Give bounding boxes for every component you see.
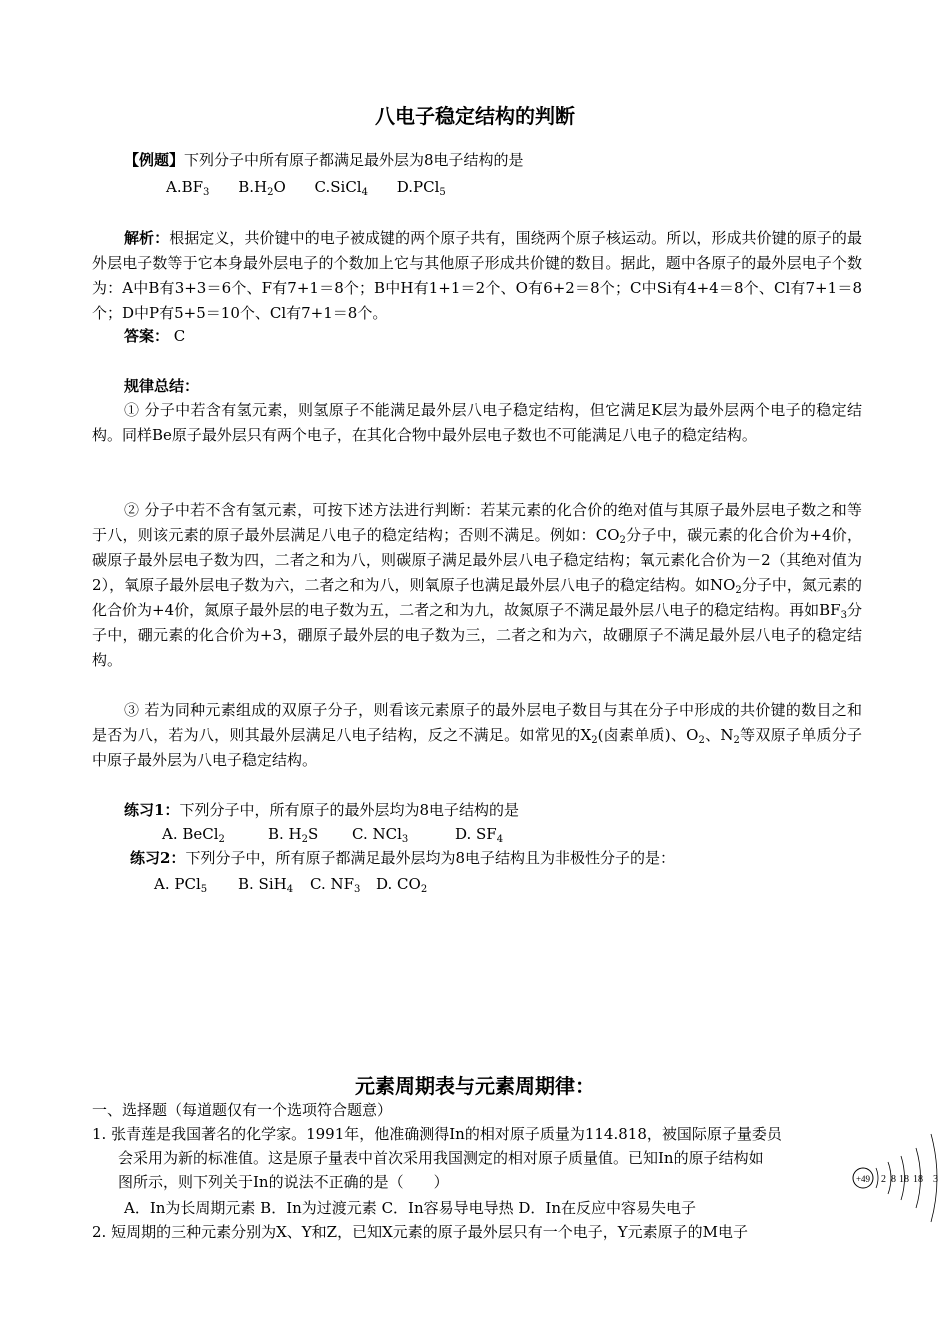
- option-a: A. BeCl$_2$: [162, 825, 225, 845]
- question-1-line-3: 图所示，则下列关于In的说法不正确的是（ ）: [118, 1173, 449, 1191]
- option-a: A. PCl$_5$: [154, 875, 208, 895]
- shell-4-count: 18: [913, 1174, 923, 1185]
- answer-label: 答案：: [124, 327, 170, 345]
- option-c: C. NCl$_3$: [352, 825, 409, 845]
- question-1-line-1: 1. 张青莲是我国著名的化学家。1991年，他准确测得In的相对原子质量为114.818，被国际原子量委员: [92, 1125, 782, 1143]
- rules-label: 规律总结：: [124, 377, 200, 395]
- exercise-2-question: 练习2：下列分子中，所有原子都满足最外层均为8电子结构且为非极性分子的是：: [130, 849, 675, 867]
- section-heading: 一、选择题（每道题仅有一个选项符合题意）: [92, 1101, 393, 1119]
- example-options: [166, 175, 470, 200]
- question-1-line-2: 会采用为新的标准值。这是原子量表中首次采用我国测定的相对原子质量值。已知In的原子结构如: [118, 1149, 764, 1167]
- option-b: $B.H_2O$: [238, 178, 286, 198]
- shell-5-count: 3: [933, 1174, 938, 1185]
- option-a: $A.BF_3$: [166, 178, 210, 198]
- exercise-1-label: 练习1：: [124, 801, 180, 819]
- analysis-label: 解析：: [124, 229, 170, 247]
- rule-1: ① 分子中若含有氢元素，则氢原子不能满足最外层八电子稳定结构，但它满足K层为最外层两个电子的稳定结构。同样Be原子最外层只有两个电子，在其化合物中最外层电子数也不可能满足八电子的稳定结构。: [92, 401, 862, 444]
- answer-line: [124, 324, 185, 349]
- shell-1-count: 2: [881, 1174, 886, 1185]
- page-title: 八电子稳定结构的判断: [375, 104, 575, 128]
- answer-value: C: [173, 327, 186, 345]
- option-b: B. $H_2S$: [268, 825, 319, 845]
- example-label: 【例题】: [124, 151, 185, 169]
- shell-2-count: 8: [891, 1174, 896, 1185]
- option-d: D.PCl$_5$: [396, 178, 446, 198]
- section-title: 元素周期表与元素周期律：: [355, 1074, 595, 1098]
- rule-3: ③ 若为同种元素组成的双原子分子，则看该元素原子的最外层电子数目与其在分子中形成的共价键的数目之和是否为八，若为八，则其最外层满足八电子结构，反之不满足。如常见的$X_2$(卤素单质)、$O_2$、$N_2$等双原子单质分子中原子最外层为八电子稳定结构。: [92, 701, 862, 769]
- option-c: C.SiCl$_4$: [314, 178, 368, 198]
- option-d: D. $SF_4$: [455, 825, 504, 845]
- option-b: B. SiH$_4$: [238, 875, 294, 895]
- option-c: C. $NF_3$: [310, 875, 361, 895]
- shell-arc-1: [876, 1168, 878, 1188]
- shell-3-count: 18: [899, 1174, 909, 1185]
- option-d: D. $CO_2$: [376, 875, 428, 895]
- question-1-options: A．In为长周期元素 B．In为过渡元素 C．In容易导电导热 D．In在反应中容易失电子: [124, 1199, 697, 1217]
- analysis-paragraph: 解析：根据定义，共价键中的电子被成键的两个原子共有，围绕两个原子核运动。所以，形成共价键的原子的最外层电子数等于它本身最外层电子的个数加上它与其他原子形成共价键的数目。据此，题中各原子的最外层电子个数为：A中B有3+3＝6个、F有7+1＝8个；B中H有1+1＝2个、O有6+2＝8个；C中Si有4+4＝8个、Cl有7+1＝8个；D中P有5+5＝10个、Cl有7+1＝8个。: [92, 229, 862, 322]
- question-2-line-1: 2. 短周期的三种元素分别为X、Y和Z，已知X元素的原子最外层只有一个电子，Y元素原子的M电子: [92, 1223, 749, 1241]
- rule-2: ② 分子中若不含有氢元素，可按下述方法进行判断：若某元素的化合价的绝对值与其原子最外层电子数之和等于八，则该元素的原子最外层满足八电子的稳定结构；否则不满足。例如：$CO_2$分子中，碳元素的化合价为+4价，碳原子最外层电子数为四，二者之和为八，则碳原子满足最外层八电子稳定结构；氧元素化合价为－2（其绝对值为2），氧原子最外层电子数为六，二者之和为八，则氧原子也满足最外层八电子的稳定结构。如$NO_2$分子中，氮元素的化合价为+4价，氮原子最外层的电子数为五，二者之和为九，故氮原子不满足最外层八电子的稳定结构。再如$BF_3$分子中，硼元素的化合价为+3，硼原子最外层的电子数为三，二者之和为六，故硼原子不满足最外层八电子的稳定结构。: [92, 501, 862, 669]
- exercise-2-label: 练习2：: [130, 849, 186, 867]
- nucleus-charge: +49: [855, 1174, 871, 1184]
- atom-structure-diagram: [845, 1124, 945, 1234]
- exercise-1-question: 练习1：下列分子中，所有原子的最外层均为8电子结构的是: [124, 801, 519, 819]
- example-question: 【例题】下列分子中所有原子都满足最外层为8电子结构的是: [124, 151, 524, 169]
